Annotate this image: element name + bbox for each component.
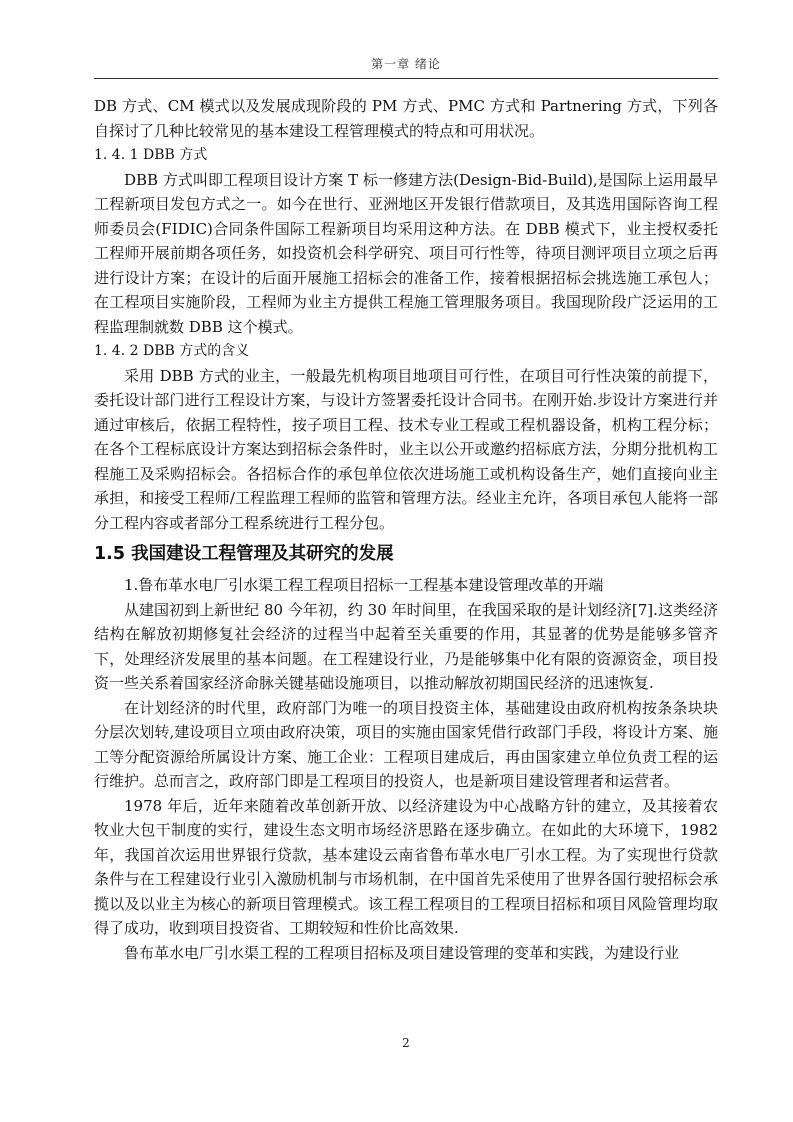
lubuge-paragraph: 鲁布革水电厂引水渠工程的工程项目招标及项目建设管理的变革和实践，为建设行业 xyxy=(124,943,680,962)
dbb-paragraph: DBB 方式叫即工程项目设计方案 T 标一修建方法(Design-Bid-Build),是国际上运用最早工程新项目发包方式之一。如今在世行、亚洲地区开发银行借款项目，及其选用国际咨询工程师委员会(FIDIC)合同条件国际工程新项目均采用这种方法。在 DBB 模式下，业主授权委托工程师开展前期各项任务，如投资机会科学研究、项目可行性等，待项目测评项目立项之后再进行设计方案；在设计的后面开展施工招标会的准备工作，接着根据招标会挑选施工承包人；在工程项目实施阶段，工程师为业主方提供工程施工管理服务项目。我国现阶段广泛运用的工程监理制就数 DBB 这个模式。 xyxy=(94,170,718,336)
running-header: 第一章 绪论 xyxy=(371,57,441,71)
header-divider xyxy=(94,78,718,79)
reform-paragraph: 1978 年后，近年来随着改革创新开放、以经济建设为中心战略方针的建立，及其接着农牧业大包干制度的实行，建设生态文明市场经济思路在逐步确立。在如此的大环境下，1982 年，我国首次运用世界银行贷款，基本建设云南省鲁布革水电厂引水工程。为了实现世行贷款条件与在工程建设行业引入激励机制与市场机制，在中国首先采使用了世界各国行驶招标会承揽以及以业主为核心的新项目管理模式。该工程工程项目的工程项目招标和项目风险管理均取得了成功，收到项目投资省、工期较短和性价比高效果. xyxy=(94,796,718,937)
page-number: 2 xyxy=(402,1036,410,1050)
numbered-subheading: 1.鲁布革水电厂引水渠工程工程项目招标一工程基本建设管理改革的开端 xyxy=(124,576,604,594)
government-role-paragraph: 在计划经济的时代里，政府部门为唯一的项目投资主体，基础建设由政府机构按条条块块分层次划转,建设项目立项由政府决策，项目的实施由国家凭借行政部门手段，将设计方案、施工等分配资源给所属设计方案、施工企业：工程项目建成后，再由国家建立单位负责工程的运行维护。总而言之，政府部门即是工程项目的投资人，也是新项目建设管理者和运营者。 xyxy=(94,698,718,790)
page-body xyxy=(94,94,718,965)
subsection-heading-1-4-2: 1. 4. 2 DBB 方式的含义 xyxy=(94,343,250,359)
dbb-meaning-paragraph: 采用 DBB 方式的业主，一般最先机构项目地项目可行性，在项目可行性决策的前提下，委托设计部门进行工程设计方案，与设计方签署委托设计合同书。在刚开始.步设计方案进行并通过审核后，依据工程特性，按子项目工程、技术专业工程或工程机器设备，机构工程分标；在各个工程标底设计方案达到招标会条件时，业主以公开或邀约招标底方法，分期分批机构工程施工及采购招标会。各招标合作的承包单位依次进场施工或机构设备生产，她们直接向业主承担，和接受工程师/工程监理工程师的监管和管理方法。经业主允许，各项目承包人能将一部分工程内容或者部分工程系统进行工程分包。 xyxy=(94,366,718,532)
subsection-heading-1-4-1: 1. 4. 1 DBB 方式 xyxy=(94,147,208,163)
intro-paragraph: DB 方式、CM 模式以及发展成现阶段的 PM 方式、PMC 方式和 Partnering 方式，下列各自探讨了几种比较常见的基本建设工程管理模式的特点和可用状况。 xyxy=(94,97,718,140)
section-heading-1-5: 1.5 我国建设工程管理及其研究的发展 xyxy=(94,544,394,564)
planned-economy-paragraph: 从建国初到上新世纪 80 今年初，约 30 年时间里，在我国采取的是计划经济[7].这类经济结构在解放初期修复社会经济的过程当中起着至关重要的作用，其显著的优势是能够多管齐下，处理经济发展里的基本问题。在工程建设行业，乃是能够集中化有限的资源资金，项目投资一些关系着国家经济命脉关键基础设施项目，以推动解放初期国民经济的迅速恢复. xyxy=(94,600,718,692)
